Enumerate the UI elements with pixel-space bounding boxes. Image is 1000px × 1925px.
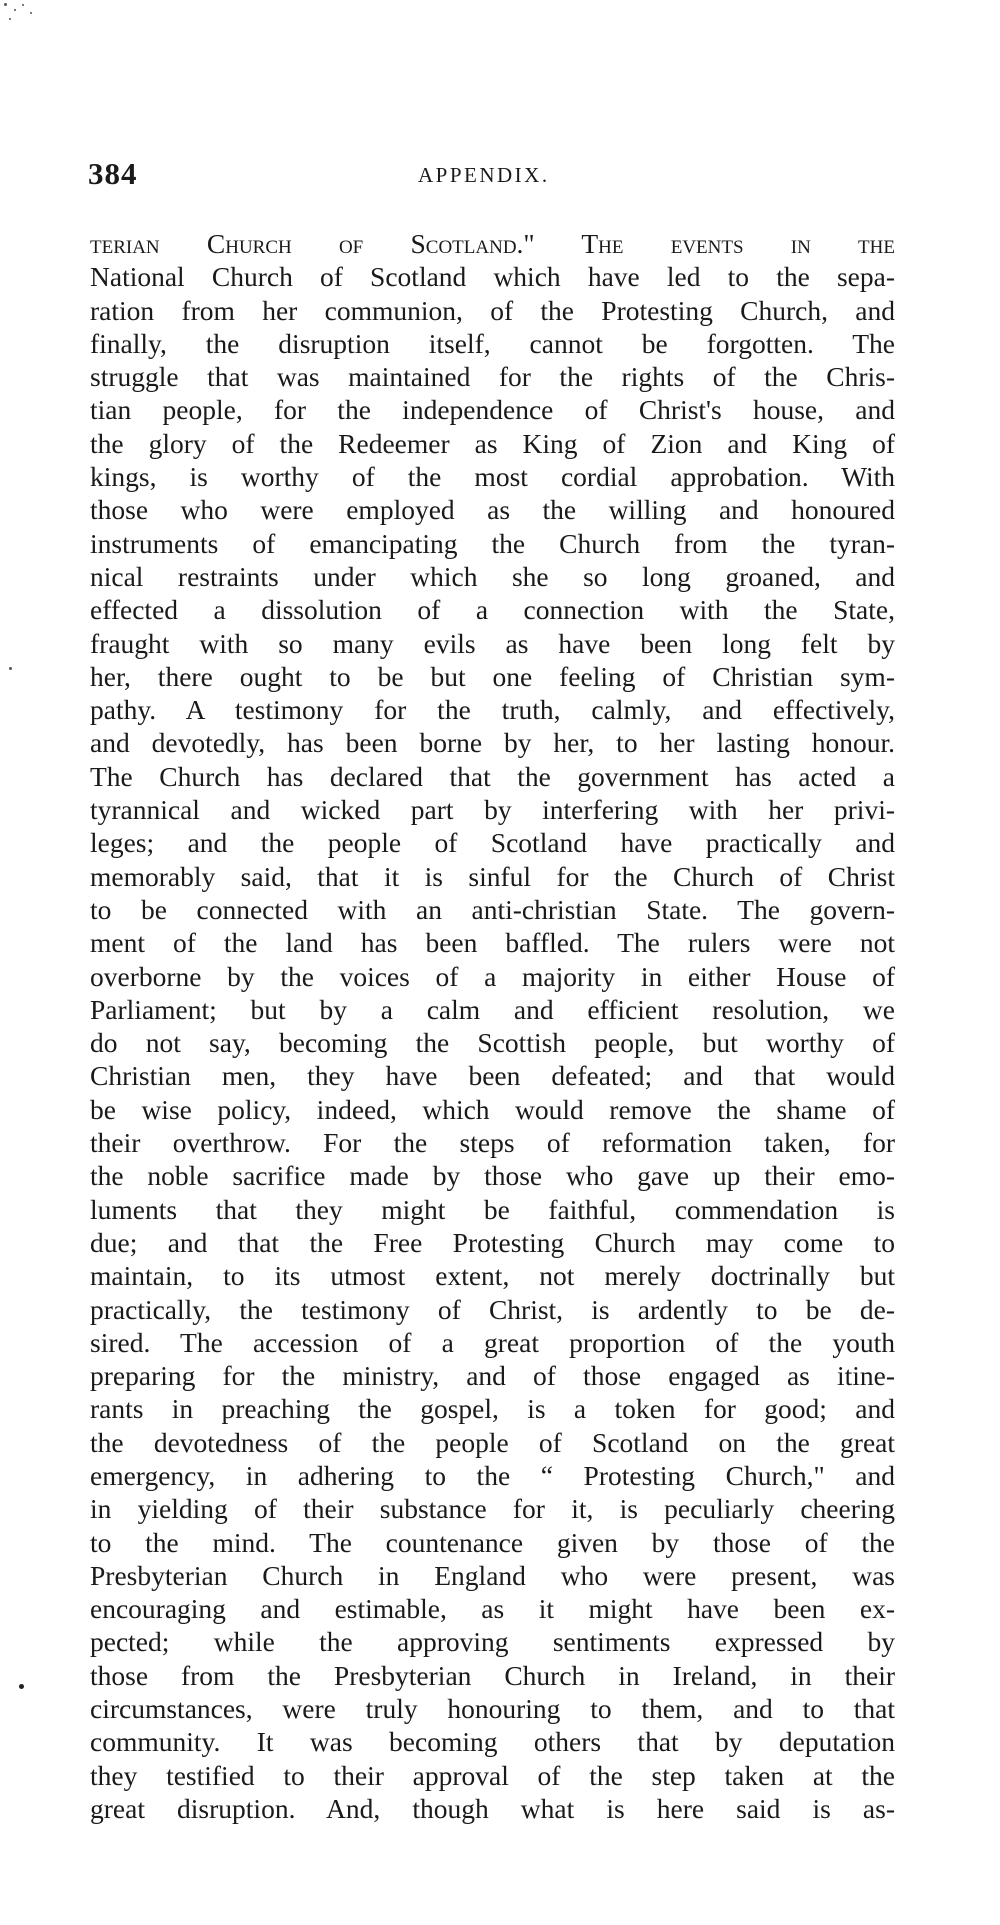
- text-line: circumstances, were truly honouring to them, and to that: [90, 1693, 895, 1725]
- text-line: the noble sacrifice made by those who gave up their emo-: [90, 1160, 895, 1192]
- text-line: National Church of Scotland which have led to the sepa-: [90, 261, 895, 293]
- text-line: those from the Presbyterian Church in Ireland, in their: [90, 1659, 895, 1691]
- text-line: due; and that the Free Protesting Church may come to: [90, 1226, 895, 1258]
- text-line: the devotedness of the people of Scotland on the great: [90, 1426, 895, 1458]
- page-number: 384: [88, 156, 138, 191]
- text-line: pected; while the approving sentiments expressed by: [90, 1626, 895, 1658]
- text-line: rants in preaching the gospel, is a token for good; and: [90, 1393, 895, 1425]
- running-head: APPENDIX.: [418, 163, 550, 187]
- text-line: instruments of emancipating the Church from the tyran-: [90, 527, 895, 559]
- page-header: [88, 156, 888, 196]
- text-line: luments that they might be faithful, commendation is: [90, 1193, 895, 1225]
- scan-speck: [9, 18, 11, 20]
- text-line: pathy. A testimony for the truth, calmly, and effectively,: [90, 694, 895, 726]
- text-line: leges; and the people of Scotland have practically and: [90, 827, 895, 859]
- text-line: finally, the disruption itself, cannot be forgotten. The: [90, 327, 895, 359]
- scan-speck: [9, 667, 12, 670]
- text-line: The Church has declared that the government has acted a: [90, 760, 895, 792]
- text-line: overborne by the voices of a majority in either House of: [90, 960, 895, 992]
- text-line: Parliament; but by a calm and efficient resolution, we: [90, 993, 895, 1025]
- text-line: emergency, in adhering to the “ Protesting Church," and: [90, 1459, 895, 1491]
- text-line: tyrannical and wicked part by interfering with her privi-: [90, 794, 895, 826]
- text-line: tian people, for the independence of Christ's house, and: [90, 394, 895, 426]
- text-line: great disruption. And, though what is here said is as-: [90, 1792, 895, 1824]
- scan-speck: [19, 1684, 24, 1689]
- text-line: her, there ought to be but one feeling of Christian sym-: [90, 660, 895, 692]
- scan-speck: [14, 9, 16, 11]
- text-line: they testified to their approval of the step taken at the: [90, 1759, 895, 1791]
- text-line: Christian men, they have been defeated; and that would: [90, 1060, 895, 1092]
- text-line: do not say, becoming the Scottish people, but worthy of: [90, 1027, 895, 1059]
- text-line: their overthrow. For the steps of reformation taken, for: [90, 1127, 895, 1159]
- text-line: kings, is worthy of the most cordial approbation. With: [90, 461, 895, 493]
- text-line: encouraging and estimable, as it might have been ex-: [90, 1593, 895, 1625]
- text-line: those who were employed as the willing and honoured: [90, 494, 895, 526]
- scan-speck: [22, 4, 24, 6]
- text-line: maintain, to its utmost extent, not merely doctrinally but: [90, 1260, 895, 1292]
- text-line: practically, the testimony of Christ, is ardently to be de-: [90, 1293, 895, 1325]
- text-line: to be connected with an anti-christian State. The govern-: [90, 893, 895, 925]
- text-line: struggle that was maintained for the rights of the Chris-: [90, 361, 895, 393]
- text-line: ration from her communion, of the Protesting Church, and: [90, 294, 895, 326]
- text-line: memorably said, that it is sinful for the Church of Christ: [90, 860, 895, 892]
- text-line: Presbyterian Church in England who were present, was: [90, 1559, 895, 1591]
- text-line: nical restraints under which she so long groaned, and: [90, 560, 895, 592]
- text-line: ment of the land has been baffled. The rulers were not: [90, 927, 895, 959]
- text-line: in yielding of their substance for it, is peculiarly cheering: [90, 1493, 895, 1525]
- text-line: fraught with so many evils as have been long felt by: [90, 627, 895, 659]
- text-line: community. It was becoming others that by deputation: [90, 1726, 895, 1758]
- body-text: [90, 227, 895, 1825]
- scan-speck: [30, 12, 32, 14]
- scan-speck: [4, 3, 7, 6]
- text-line: be wise policy, indeed, which would remove the shame of: [90, 1093, 895, 1125]
- text-line: to the mind. The countenance given by those of the: [90, 1526, 895, 1558]
- text-line: the glory of the Redeemer as King of Zion and King of: [90, 427, 895, 459]
- text-line: and devotedly, has been borne by her, to her lasting honour.: [90, 727, 895, 759]
- text-line: effected a dissolution of a connection with the State,: [90, 594, 895, 626]
- text-line: sired. The accession of a great proportion of the youth: [90, 1326, 895, 1358]
- text-line: preparing for the ministry, and of those engaged as itine-: [90, 1360, 895, 1392]
- text-line: terian Church of Scotland." The events in the: [90, 228, 895, 259]
